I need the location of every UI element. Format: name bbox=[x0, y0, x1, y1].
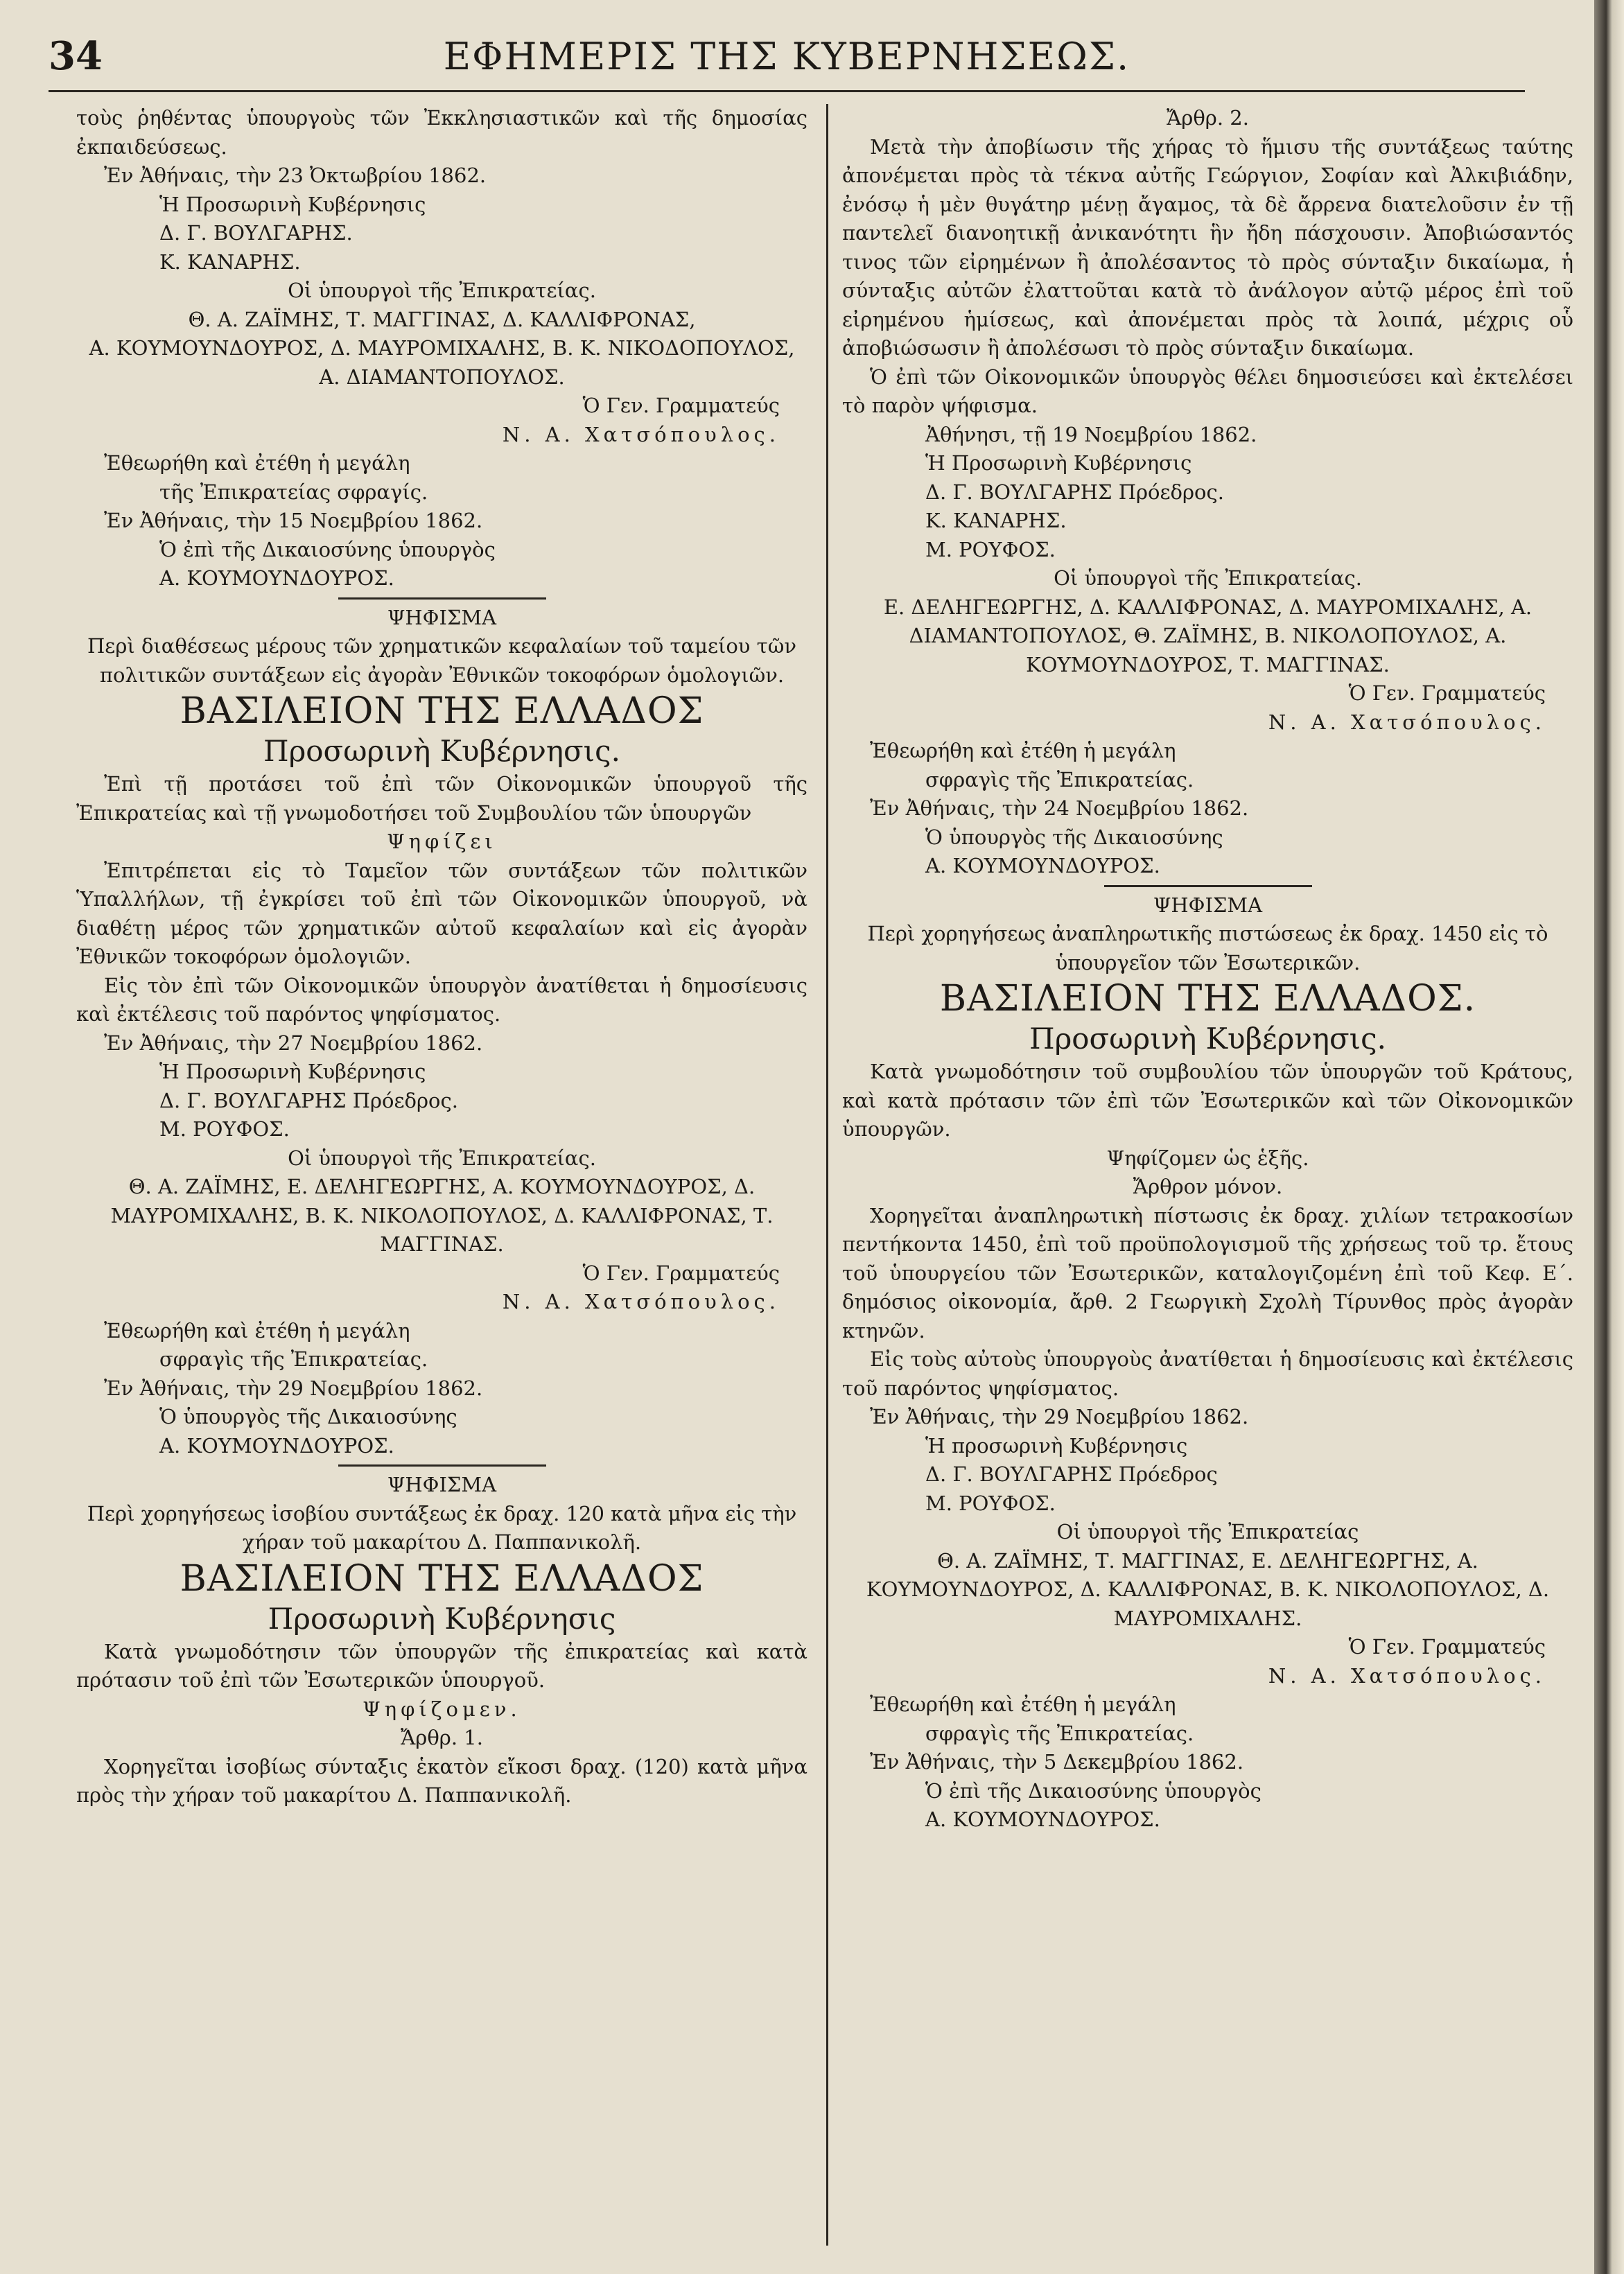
centered-line: Ψηφίζομεν ὡς ἑξῆς. bbox=[1106, 1146, 1309, 1170]
centered-line: Ἄρθρ. 1. bbox=[401, 1726, 483, 1749]
centered-line: Περὶ διαθέσεως μέρους τῶν χρηματικῶν κεφαλαίων τοῦ ταμείου τῶν πολιτικῶν συντάξεων εἰς ἀγορὰν Ἐθνικῶν τοκοφόρων ὁμολογιῶν. bbox=[87, 634, 796, 687]
paragraph: Ἐν Ἀθήναις, τὴν 27 Νοεμβρίου 1862. bbox=[104, 1031, 483, 1055]
centered-line: Θ. Α. ΖΑΪΜΗΣ, Τ. ΜΑΓΓΙΝΑΣ, Ε. ΔΕΛΗΓΕΩΡΓΗΣ, Α. ΚΟΥΜΟΥΝΔΟΥΡΟΣ, Δ. ΚΑΛΛΙΦΡΟΝΑΣ, Β. Κ. ΝΙΚΟΛΟΠΟΥΛΟΣ, Δ. ΜΑΥΡΟΜΙΧΑΛΗΣ. bbox=[866, 1548, 1550, 1630]
signature-line: Δ. Γ. ΒΟΥΛΓΑΡΗΣ Πρόεδρος. bbox=[159, 1088, 458, 1112]
centered-line: Ἄρθρ. 2. bbox=[1167, 106, 1249, 130]
signature-line: Ἀθήνησι, τῇ 19 Νοεμβρίου 1862. bbox=[925, 422, 1257, 446]
centered-line: Α. ΚΟΥΜΟΥΝΔΟΥΡΟΣ, Δ. ΜΑΥΡΟΜΙΧΑΛΗΣ, Β. Κ. ΝΙΚΟΔΟΠΟΥΛΟΣ, Α. ΔΙΑΜΑΝΤΟΠΟΥΛΟΣ. bbox=[89, 336, 795, 389]
centered-line: ΨΗΦΙΣΜΑ bbox=[387, 605, 497, 629]
centered-line: Ἄρθρον μόνον. bbox=[1133, 1175, 1283, 1198]
section-rule bbox=[338, 1464, 546, 1467]
section-rule bbox=[1104, 885, 1312, 887]
signature-line: Μ. ΡΟΥΦΟΣ. bbox=[925, 1491, 1056, 1515]
left-column bbox=[76, 104, 807, 2246]
paragraph: Ἐθεωρήθη καὶ ἐτέθη ἡ μεγάλη bbox=[870, 739, 1176, 762]
signature-line: σφραγὶς τῆς Ἐπικρατείας. bbox=[159, 1347, 428, 1371]
paragraph: Ἐν Ἀθήναις, τὴν 5 Δεκεμβρίου 1862. bbox=[870, 1750, 1244, 1774]
centered-line: Ε. ΔΕΛΗΓΕΩΡΓΗΣ, Δ. ΚΑΛΛΙΦΡΟΝΑΣ, Δ. ΜΑΥΡΟΜΙΧΑΛΗΣ, Α. ΔΙΑΜΑΝΤΟΠΟΥΛΟΣ, Θ. ΖΑΪΜΗΣ, Β. ΝΙΚΟΛΟΠΟΥΛΟΣ, Α. ΚΟΥΜΟΥΝΔΟΥΡΟΣ, Τ. ΜΑΓΓΙΝΑΣ. bbox=[883, 595, 1533, 676]
paragraph: Εἰς τὸν ἐπὶ τῶν Οἰκονομικῶν ὑπουργὸν ἀνατίθεται ἡ δημοσίευσις καὶ ἐκτέλεσις τοῦ παρόντος ψηφίσματος. bbox=[76, 973, 807, 1026]
paragraph: Κατὰ γνωμοδότησιν τοῦ συμβουλίου τῶν ὑπουργῶν τοῦ Κράτους, καὶ κατὰ πρότασιν τῶν ἐπὶ τῶν Ἐσωτερικῶν καὶ τῶν Οἰκονομικῶν ὑπουργῶν. bbox=[842, 1060, 1573, 1141]
centered-line: Οἱ ὑπουργοὶ τῆς Ἐπικρατείας. bbox=[1054, 566, 1362, 590]
centered-line: Περὶ χορηγήσεως ἰσοβίου συντάξεως ἐκ δραχ. 120 κατὰ μῆνα εἰς τὴν χήραν τοῦ μακαρίτου Δ. Παππανικολῆ. bbox=[87, 1501, 797, 1554]
paragraph: Μετὰ τὴν ἀποβίωσιν τῆς χήρας τὸ ἥμισυ τῆς συντάξεως ταύτης ἀπονέμεται πρὸς τὰ τέκνα αὐτῆς Γεώργιον, Σοφίαν καὶ Ἀλκιβιάδην, ἐνόσῳ ἡ μὲν θυγάτηρ μένῃ ἄγαμος, τὰ δὲ ἄρρενα διατελοῦσιν ἐν τῇ παντελεῖ διανοητικῇ ἀνικανότητι ἣν ἤδη πάσχουσιν. Ἀποβιώσαντός τινος τῶν εἰρημένων ἢ ἀπολέσαντος τὸ πρὸς σύνταξιν δικαίωμα, ἡ σύνταξις αὐτῶν ἐλαττοῦται κατὰ τὸ ἀνάλογον αὐτῷ μέρος ἐπὶ τοῦ εἰρημένου ἡμίσεως, καὶ ἀπονέμεται πρὸς τὰ λοιπά, μέχρις οὗ ἀποβιώσωσιν ἢ ἀπολέσωσι τὸ πρὸς σύνταξιν δικαίωμα. bbox=[842, 134, 1573, 360]
centered-line: Οἱ ὑπουργοὶ τῆς Ἐπικρατείας. bbox=[288, 1146, 596, 1170]
signature-line: Ὁ ὑπουργὸς τῆς Δικαιοσύνης bbox=[925, 825, 1223, 849]
paragraph: Χορηγεῖται ἰσοβίως σύνταξις ἑκατὸν εἴκοσι δραχ. (120) κατὰ μῆνα πρὸς τὴν χήραν τοῦ μακαρίτου Δ. Παππανικολῆ. bbox=[76, 1754, 807, 1807]
centered-line: Οἱ ὑπουργοὶ τῆς Ἐπικρατείας. bbox=[288, 279, 596, 302]
kingdom-heading: ΒΑΣΙΛΕΙΟΝ ΤΗΣ ΕΛΛΑΔΟΣ. bbox=[939, 978, 1476, 1020]
signature-line: Δ. Γ. ΒΟΥΛΓΑΡΗΣ. bbox=[159, 221, 353, 245]
paragraph: Κατὰ γνωμοδότησιν τῶν ὑπουργῶν τῆς ἐπικρατείας καὶ κατὰ πρότασιν τοῦ ἐπὶ τῶν Ἐσωτερικῶν ὑπουργοῦ. bbox=[76, 1639, 807, 1692]
signature-line: Α. ΚΟΥΜΟΥΝΔΟΥΡΟΣ. bbox=[159, 1433, 394, 1458]
signature-line: Α. ΚΟΥΜΟΥΝΔΟΥΡΟΣ. bbox=[925, 1808, 1160, 1831]
paragraph: Ἐν Ἀθήναις, τὴν 24 Νοεμβρίου 1862. bbox=[870, 796, 1249, 820]
right-column bbox=[842, 104, 1573, 2246]
signature-line: Δ. Γ. ΒΟΥΛΓΑΡΗΣ Πρόεδρος bbox=[925, 1462, 1218, 1486]
paragraph: Ἐθεωρήθη καὶ ἐτέθη ἡ μεγάλη bbox=[870, 1693, 1176, 1716]
centered-line: ΨΗΦΙΣΜΑ bbox=[387, 1473, 497, 1496]
page-gutter bbox=[1594, 0, 1624, 2274]
government-subheading: Προσωρινὴ Κυβέρνησις. bbox=[1029, 1022, 1387, 1056]
signature-line: Μ. ΡΟΥΦΟΣ. bbox=[925, 537, 1056, 561]
right-line: Ὁ Γεν. Γραμματεύς bbox=[1348, 681, 1546, 705]
paragraph: Ὁ ἐπὶ τῶν Οἰκονομικῶν ὑπουργὸς θέλει δημοσιεύσει καὶ ἐκτελέσει τὸ παρὸν ψήφισμα. bbox=[842, 365, 1573, 417]
right-line: Ὁ Γεν. Γραμματεύς bbox=[582, 394, 780, 417]
government-subheading: Προσωρινὴ Κυβέρνησις. bbox=[263, 734, 621, 768]
signature-line: Μ. ΡΟΥΦΟΣ. bbox=[159, 1117, 290, 1141]
paragraph: Ἐθεωρήθη καὶ ἐτέθη ἡ μεγάλη bbox=[104, 451, 410, 475]
signature-line: Ὁ ὑπουργὸς τῆς Δικαιοσύνης bbox=[159, 1405, 457, 1428]
paragraph: Ἐν Ἀθήναις, τὴν 15 Νοεμβρίου 1862. bbox=[104, 509, 483, 532]
centered-line: Περὶ χορηγήσεως ἀναπληρωτικῆς πιστώσεως ἐκ δραχ. 1450 εἰς τὸ ὑπουργεῖον τῶν Ἐσωτερικῶν. bbox=[867, 922, 1548, 974]
right-line: Ὁ Γεν. Γραμματεύς bbox=[1348, 1635, 1546, 1659]
signature-line: Κ. ΚΑΝΑΡΗΣ. bbox=[925, 509, 1067, 532]
signature-line: Ὁ ἐπὶ τῆς Δικαιοσύνης ὑπουργὸς bbox=[925, 1778, 1261, 1803]
paragraph: τοὺς ῥηθέντας ὑπουργοὺς τῶν Ἐκκλησιαστικῶν καὶ τῆς δημοσίας ἐκπαιδεύσεως. bbox=[76, 106, 807, 159]
right-line: Ν. Α. Χατσόπουλος. bbox=[502, 422, 780, 446]
paragraph: Ἐπὶ τῇ προτάσει τοῦ ἐπὶ τῶν Οἰκονομικῶν ὑπουργοῦ τῆς Ἐπικρατείας καὶ τῇ γνωμοδοτήσει τοῦ Συμβουλίου τῶν ὑπουργῶν bbox=[76, 772, 807, 825]
centered-line: Θ. Α. ΖΑΪΜΗΣ, Τ. ΜΑΓΓΙΝΑΣ, Δ. ΚΑΛΛΙΦΡΟΝΑΣ, bbox=[188, 307, 696, 331]
paragraph: Χορηγεῖται ἀναπληρωτικὴ πίστωσις ἐκ δραχ. χιλίων τετρακοσίων πεντήκοντα 1450, ἐπὶ τοῦ προϋπολογισμοῦ τῆς χρήσεως τοῦ τρ. ἔτους τοῦ ὑπουργείου τῶν Ἐσωτερικῶν, καταλογιζομένη ἐπὶ τοῦ Κεφ. Ε΄. δημόσιος οἰκονομία, ἄρθ. 2 Γεωργικὴ Σχολὴ Τίρυνθος πρὸς ἀγορὰν κτηνῶν. bbox=[842, 1203, 1573, 1342]
right-line: Ν. Α. Χατσόπουλος. bbox=[1268, 710, 1546, 734]
signature-line: Α. ΚΟΥΜΟΥΝΔΟΥΡΟΣ. bbox=[925, 854, 1160, 877]
centered-line: Ψηφίζομεν. bbox=[363, 1697, 521, 1721]
paragraph: Ἐν Ἀθήναις, τὴν 29 Νοεμβρίου 1862. bbox=[870, 1405, 1249, 1428]
signature-line: σφραγὶς τῆς Ἐπικρατείας. bbox=[925, 1721, 1194, 1745]
paragraph: Εἰς τοὺς αὐτοὺς ὑπουργοὺς ἀνατίθεται ἡ δημοσίευσις καὶ ἐκτέλεσις τοῦ παρόντος ψηφίσματος. bbox=[842, 1347, 1573, 1400]
right-line: Ὁ Γεν. Γραμματεύς bbox=[582, 1261, 780, 1285]
paragraph: Ἐπιτρέπεται εἰς τὸ Ταμεῖον τῶν συντάξεων τῶν πολιτικῶν Ὑπαλλήλων, τῇ ἐγκρίσει τοῦ ἐπὶ τῶν Οἰκονομικῶν ὑπουργοῦ, νὰ διαθέτῃ μέρος τῶν χρηματικῶν αὐτοῦ κεφαλαίων καὶ εἰς ἀγορὰν Ἐθνικῶν τοκοφόρων ὁμολογιῶν. bbox=[76, 858, 807, 968]
column-divider bbox=[826, 104, 828, 2246]
signature-line: Δ. Γ. ΒΟΥΛΓΑΡΗΣ Πρόεδρος. bbox=[925, 480, 1224, 504]
signature-line: Ὁ ἐπὶ τῆς Δικαιοσύνης ὑπουργὸς bbox=[159, 537, 496, 561]
running-title: ΕΦΗΜΕΡΙΣ ΤΗΣ ΚΥΒΕΡΝΗΣΕΩΣ. bbox=[443, 35, 1130, 78]
paragraph: Ἐν Ἀθήναις, τὴν 23 Ὀκτωβρίου 1862. bbox=[104, 164, 487, 187]
centered-line: Ψηφίζει bbox=[387, 830, 497, 853]
government-subheading: Προσωρινὴ Κυβέρνησις bbox=[268, 1601, 616, 1636]
right-line: Ν. Α. Χατσόπουλος. bbox=[502, 1290, 780, 1313]
page-number: 34 bbox=[49, 33, 103, 79]
signature-line: Ἡ Προσωρινὴ Κυβέρνησις bbox=[159, 1060, 426, 1083]
kingdom-heading: ΒΑΣΙΛΕΙΟΝ ΤΗΣ ΕΛΛΑΔΟΣ bbox=[180, 690, 704, 732]
signature-line: Ἡ Προσωρινὴ Κυβέρνησις bbox=[159, 192, 426, 216]
signature-line: τῆς Ἐπικρατείας σφραγίς. bbox=[159, 480, 428, 504]
signature-line: σφραγὶς τῆς Ἐπικρατείας. bbox=[925, 767, 1194, 791]
signature-line: Κ. ΚΑΝΑΡΗΣ. bbox=[159, 250, 301, 274]
page-header bbox=[49, 28, 1525, 92]
centered-line: ΨΗΦΙΣΜΑ bbox=[1153, 893, 1263, 917]
signature-line: Ἡ προσωρινὴ Κυβέρνησις bbox=[925, 1433, 1188, 1458]
centered-line: Θ. Α. ΖΑΪΜΗΣ, Ε. ΔΕΛΗΓΕΩΡΓΗΣ, Α. ΚΟΥΜΟΥΝΔΟΥΡΟΣ, Δ. ΜΑΥΡΟΜΙΧΑΛΗΣ, Β. Κ. ΝΙΚΟΛΟΠΟΥΛΟΣ, Δ. ΚΑΛΛΙΦΡΟΝΑΣ, Τ. ΜΑΓΓΙΝΑΣ. bbox=[110, 1175, 774, 1256]
signature-line: Ἡ Προσωρινὴ Κυβέρνησις bbox=[925, 451, 1192, 475]
signature-line: Α. ΚΟΥΜΟΥΝΔΟΥΡΟΣ. bbox=[159, 566, 394, 590]
paragraph: Ἐν Ἀθήναις, τὴν 29 Νοεμβρίου 1862. bbox=[104, 1376, 483, 1400]
section-rule bbox=[338, 597, 546, 600]
kingdom-heading: ΒΑΣΙΛΕΙΟΝ ΤΗΣ ΕΛΛΑΔΟΣ bbox=[180, 1557, 704, 1600]
right-line: Ν. Α. Χατσόπουλος. bbox=[1268, 1663, 1546, 1688]
centered-line: Οἱ ὑπουργοὶ τῆς Ἐπικρατείας bbox=[1056, 1520, 1359, 1543]
paragraph: Ἐθεωρήθη καὶ ἐτέθη ἡ μεγάλη bbox=[104, 1318, 410, 1342]
